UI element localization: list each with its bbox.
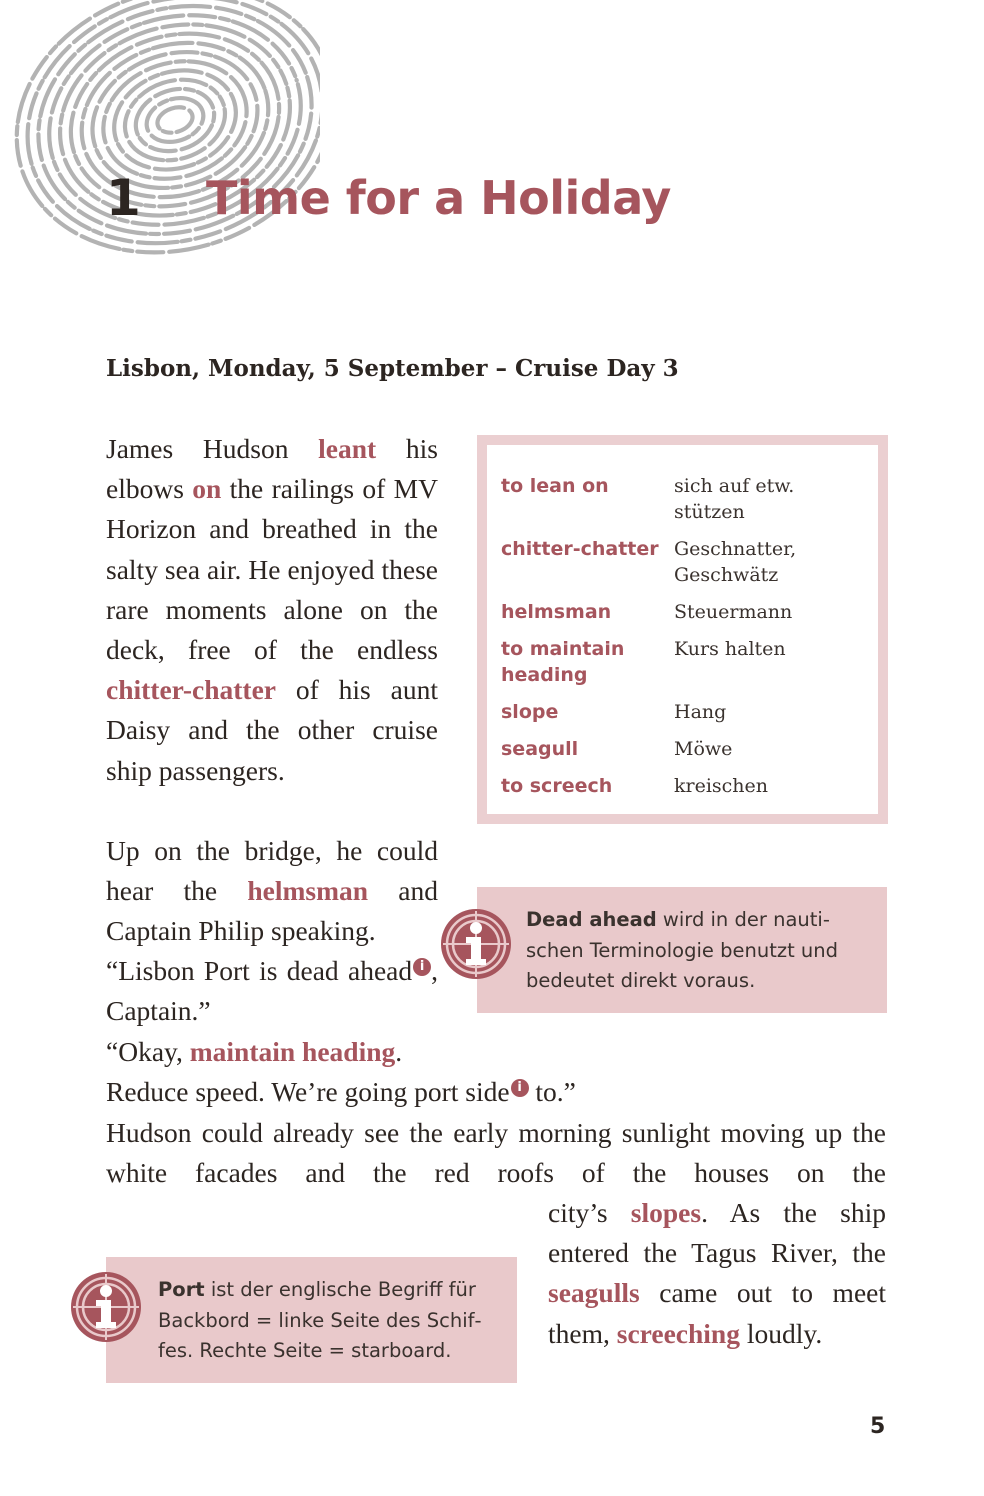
fingerprint-ridge (128, 79, 223, 161)
vocabulary-english: helmsman (501, 601, 612, 623)
vocabulary-row (501, 636, 871, 688)
keyword-slopes: slopes (630, 1197, 702, 1228)
vocabulary-german: sich auf etw. stützen (674, 475, 795, 523)
vocabulary-row (501, 599, 871, 625)
vocabulary-list (501, 473, 871, 810)
info-icon (69, 1270, 143, 1344)
vocabulary-english: slope (501, 701, 559, 723)
keyword-maintain-heading: maintain heading (189, 1036, 396, 1067)
story-paragraph-2: Up on the bridge, he could hear the helmsman and Captain Philip speaking. (106, 835, 438, 947)
chapter-title: Time for a Holiday (206, 171, 671, 225)
info-icon (439, 907, 513, 981)
vocabulary-english: to lean on (501, 475, 609, 497)
keyword-on: on (192, 473, 222, 505)
keyword-screeching: screeching (616, 1317, 740, 1349)
vocabulary-row (501, 773, 871, 799)
vocabulary-row (501, 536, 871, 588)
info-text: Dead ahead wird in der nautischen Terminologie benutzt und bedeutet direkt voraus. (526, 908, 839, 992)
vocabulary-box (477, 435, 888, 824)
info-box-dead-ahead (477, 887, 887, 1013)
vocabulary-german: Kurs halten (674, 638, 786, 660)
fingerprint-ridge (114, 67, 235, 173)
vocabulary-row (501, 699, 871, 725)
vocabulary-german: Geschnatter, Geschwätz (674, 538, 797, 586)
vocabulary-german: Hang (674, 701, 727, 723)
vocabulary-german: Möwe (674, 738, 733, 760)
keyword-leant: leant (318, 433, 377, 464)
vocabulary-row (501, 473, 871, 525)
fingerprint-ridge (154, 103, 196, 137)
story-paragraph-1: James Hudson leant his elbows on the railings of MV Horizon and breathed in the salty sea air. He enjoyed these rare moments alone on the deck, free of the endless chitter-chatter of his aunt Daisy and the other cruise ship passengers. (106, 433, 438, 786)
info-marker-icon: i (413, 958, 431, 976)
story-paragraph-5: Reduce speed. We’re going port side i to.” (106, 1076, 576, 1107)
info-marker-icon: i (511, 1079, 529, 1097)
keyword-helmsman: helmsman (247, 875, 369, 907)
page-number: 5 (870, 1414, 886, 1439)
vocabulary-row (501, 736, 871, 762)
keyword-seagulls: seagulls (548, 1277, 640, 1309)
story-paragraph-3: “Lisbon Port is dead ahead i , Captain.” (106, 955, 438, 1027)
dateline: Lisbon, Monday, 5 September – Cruise Day 3 (106, 355, 679, 382)
chapter-number: 1 (106, 169, 141, 227)
vocabulary-german: kreischen (674, 775, 769, 797)
info-text: Port ist der englische Begriff für Backbord = linke Seite des Schiffes. Rechte Seite = starboard. (158, 1278, 482, 1362)
story-paragraph-7: city’s slopes. As the ship entered the Tagus River, the seagulls came out to meet them, screeching loudly. (548, 1197, 886, 1349)
vocabulary-english: chitter-chatter (501, 538, 659, 560)
vocabulary-english: to screech (501, 775, 613, 797)
vocabulary-english: seagull (501, 738, 579, 760)
story-paragraph-4: “Okay, maintain heading. (106, 1036, 403, 1067)
story-paragraph-6: Hudson could already see the early morning sunlight moving up the white facades and the red roofs of the houses on the (106, 1117, 886, 1189)
keyword-chitter-chatter: chitter-chatter (106, 674, 276, 706)
vocabulary-german: Steuermann (674, 601, 793, 623)
fingerprint-graphic (0, 0, 320, 300)
vocabulary-english: to maintain heading (501, 638, 625, 686)
info-box-port (106, 1257, 517, 1383)
